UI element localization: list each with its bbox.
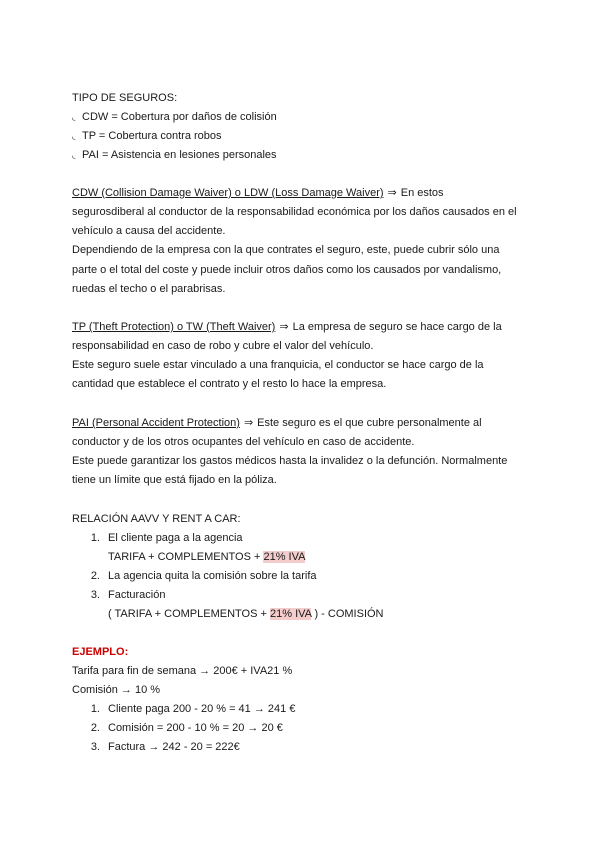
list-number: 2. — [90, 570, 100, 582]
list-item — [82, 588, 165, 602]
tipos-item-text: PAI = Asistencia en lesiones personales — [82, 149, 277, 161]
pai-text: Este puede garantizar los gastos médicos hasta la invalidez o la defunción. Normalmente — [72, 455, 508, 467]
list-subline — [108, 550, 305, 564]
formula-text: ) - COMISIÓN — [311, 608, 384, 620]
tipos-item-text: TP = Cobertura contra robos — [82, 130, 222, 142]
tipos-item — [72, 148, 277, 162]
ejemplo-text: Tarifa para fin de semana → 200€ + IVA21 % — [72, 665, 293, 677]
cdw-text: parte o el total del coste y puede incluir otros daños como los causados por vandalismo, — [72, 264, 502, 276]
tp-text: cantidad que establece el contrato y el resto lo hace la empresa. — [72, 378, 387, 390]
list-item-text: La agencia quita la comisión sobre la tarifa — [108, 570, 317, 582]
tp-text: La empresa de seguro se hace cargo de la — [292, 321, 502, 333]
pai-text: Este seguro es el que cubre personalmente al — [257, 417, 482, 429]
cdw-text: Dependiendo de la empresa con la que contrates el seguro, este, puede cubrir sólo una — [72, 244, 500, 256]
list-item — [82, 740, 240, 754]
formula-text: ( TARIFA + COMPLEMENTOS + — [108, 608, 270, 620]
tp-text: responsabilidad en caso de robo y cubre el valor del vehículo. — [72, 340, 374, 352]
tp-first-line — [72, 320, 502, 334]
cdw-first-line — [72, 186, 444, 200]
implies-arrow-icon: ⇒ — [279, 321, 289, 333]
tipos-heading: TIPO DE SEGUROS: — [72, 92, 178, 104]
list-item-text: Factura → 242 - 20 = 222€ — [108, 741, 240, 753]
cdw-text: segurosdiberal al conductor de la responsabilidad económica por los daños causados en el — [72, 206, 517, 218]
tipos-item — [72, 110, 277, 124]
tp-term: TP (Theft Protection) o TW (Theft Waiver) — [72, 321, 276, 333]
cdw-text: vehículo a causa del accidente. — [72, 225, 226, 237]
bullet-icon: ◟ — [72, 112, 76, 122]
ejemplo-text: Comisión → 10 % — [72, 684, 161, 696]
list-number: 2. — [90, 722, 100, 734]
list-item — [82, 531, 243, 545]
list-item — [82, 569, 317, 583]
bullet-icon: ◟ — [72, 150, 76, 160]
tipos-item — [72, 129, 222, 143]
pai-term: PAI (Personal Accident Protection) — [72, 417, 240, 429]
pai-first-line — [72, 416, 482, 430]
list-item-text: Comisión = 200 - 10 % = 20 → 20 € — [108, 722, 283, 734]
implies-arrow-icon: ⇒ — [387, 187, 397, 199]
ejemplo-heading: EJEMPLO: — [72, 646, 129, 658]
list-subline — [108, 607, 384, 621]
list-number: 1. — [90, 532, 100, 544]
list-item-text: El cliente paga a la agencia — [108, 532, 243, 544]
highlighted-iva: 21% IVA — [263, 551, 306, 563]
pai-text: tiene un límite que está fijado en la póliza. — [72, 474, 277, 486]
relacion-heading: RELACIÓN AAVV Y RENT A CAR: — [72, 513, 241, 525]
list-item-text: Cliente paga 200 - 20 % = 41 → 241 € — [108, 703, 296, 715]
list-number: 1. — [90, 703, 100, 715]
cdw-text: En estos — [400, 187, 444, 199]
cdw-term: CDW (Collision Damage Waiver) o LDW (Loss Damage Waiver) — [72, 187, 384, 199]
pai-text: conductor y de los otros ocupantes del vehículo en caso de accidente. — [72, 436, 415, 448]
tipos-item-text: CDW = Cobertura por daños de colisión — [82, 111, 277, 123]
list-number: 3. — [90, 589, 100, 601]
list-item-text: Facturación — [108, 589, 166, 601]
list-item — [82, 721, 283, 735]
cdw-text: ruedas el techo o el parabrisas. — [72, 283, 226, 295]
bullet-icon: ◟ — [72, 131, 76, 141]
tp-text: Este seguro suele estar vinculado a una franquicia, el conductor se hace cargo de la — [72, 359, 484, 371]
list-item — [82, 702, 295, 716]
formula-text: TARIFA + COMPLEMENTOS + — [108, 551, 264, 563]
implies-arrow-icon: ⇒ — [243, 417, 254, 429]
highlighted-iva: 21% IVA — [270, 608, 312, 620]
list-number: 3. — [90, 741, 100, 753]
